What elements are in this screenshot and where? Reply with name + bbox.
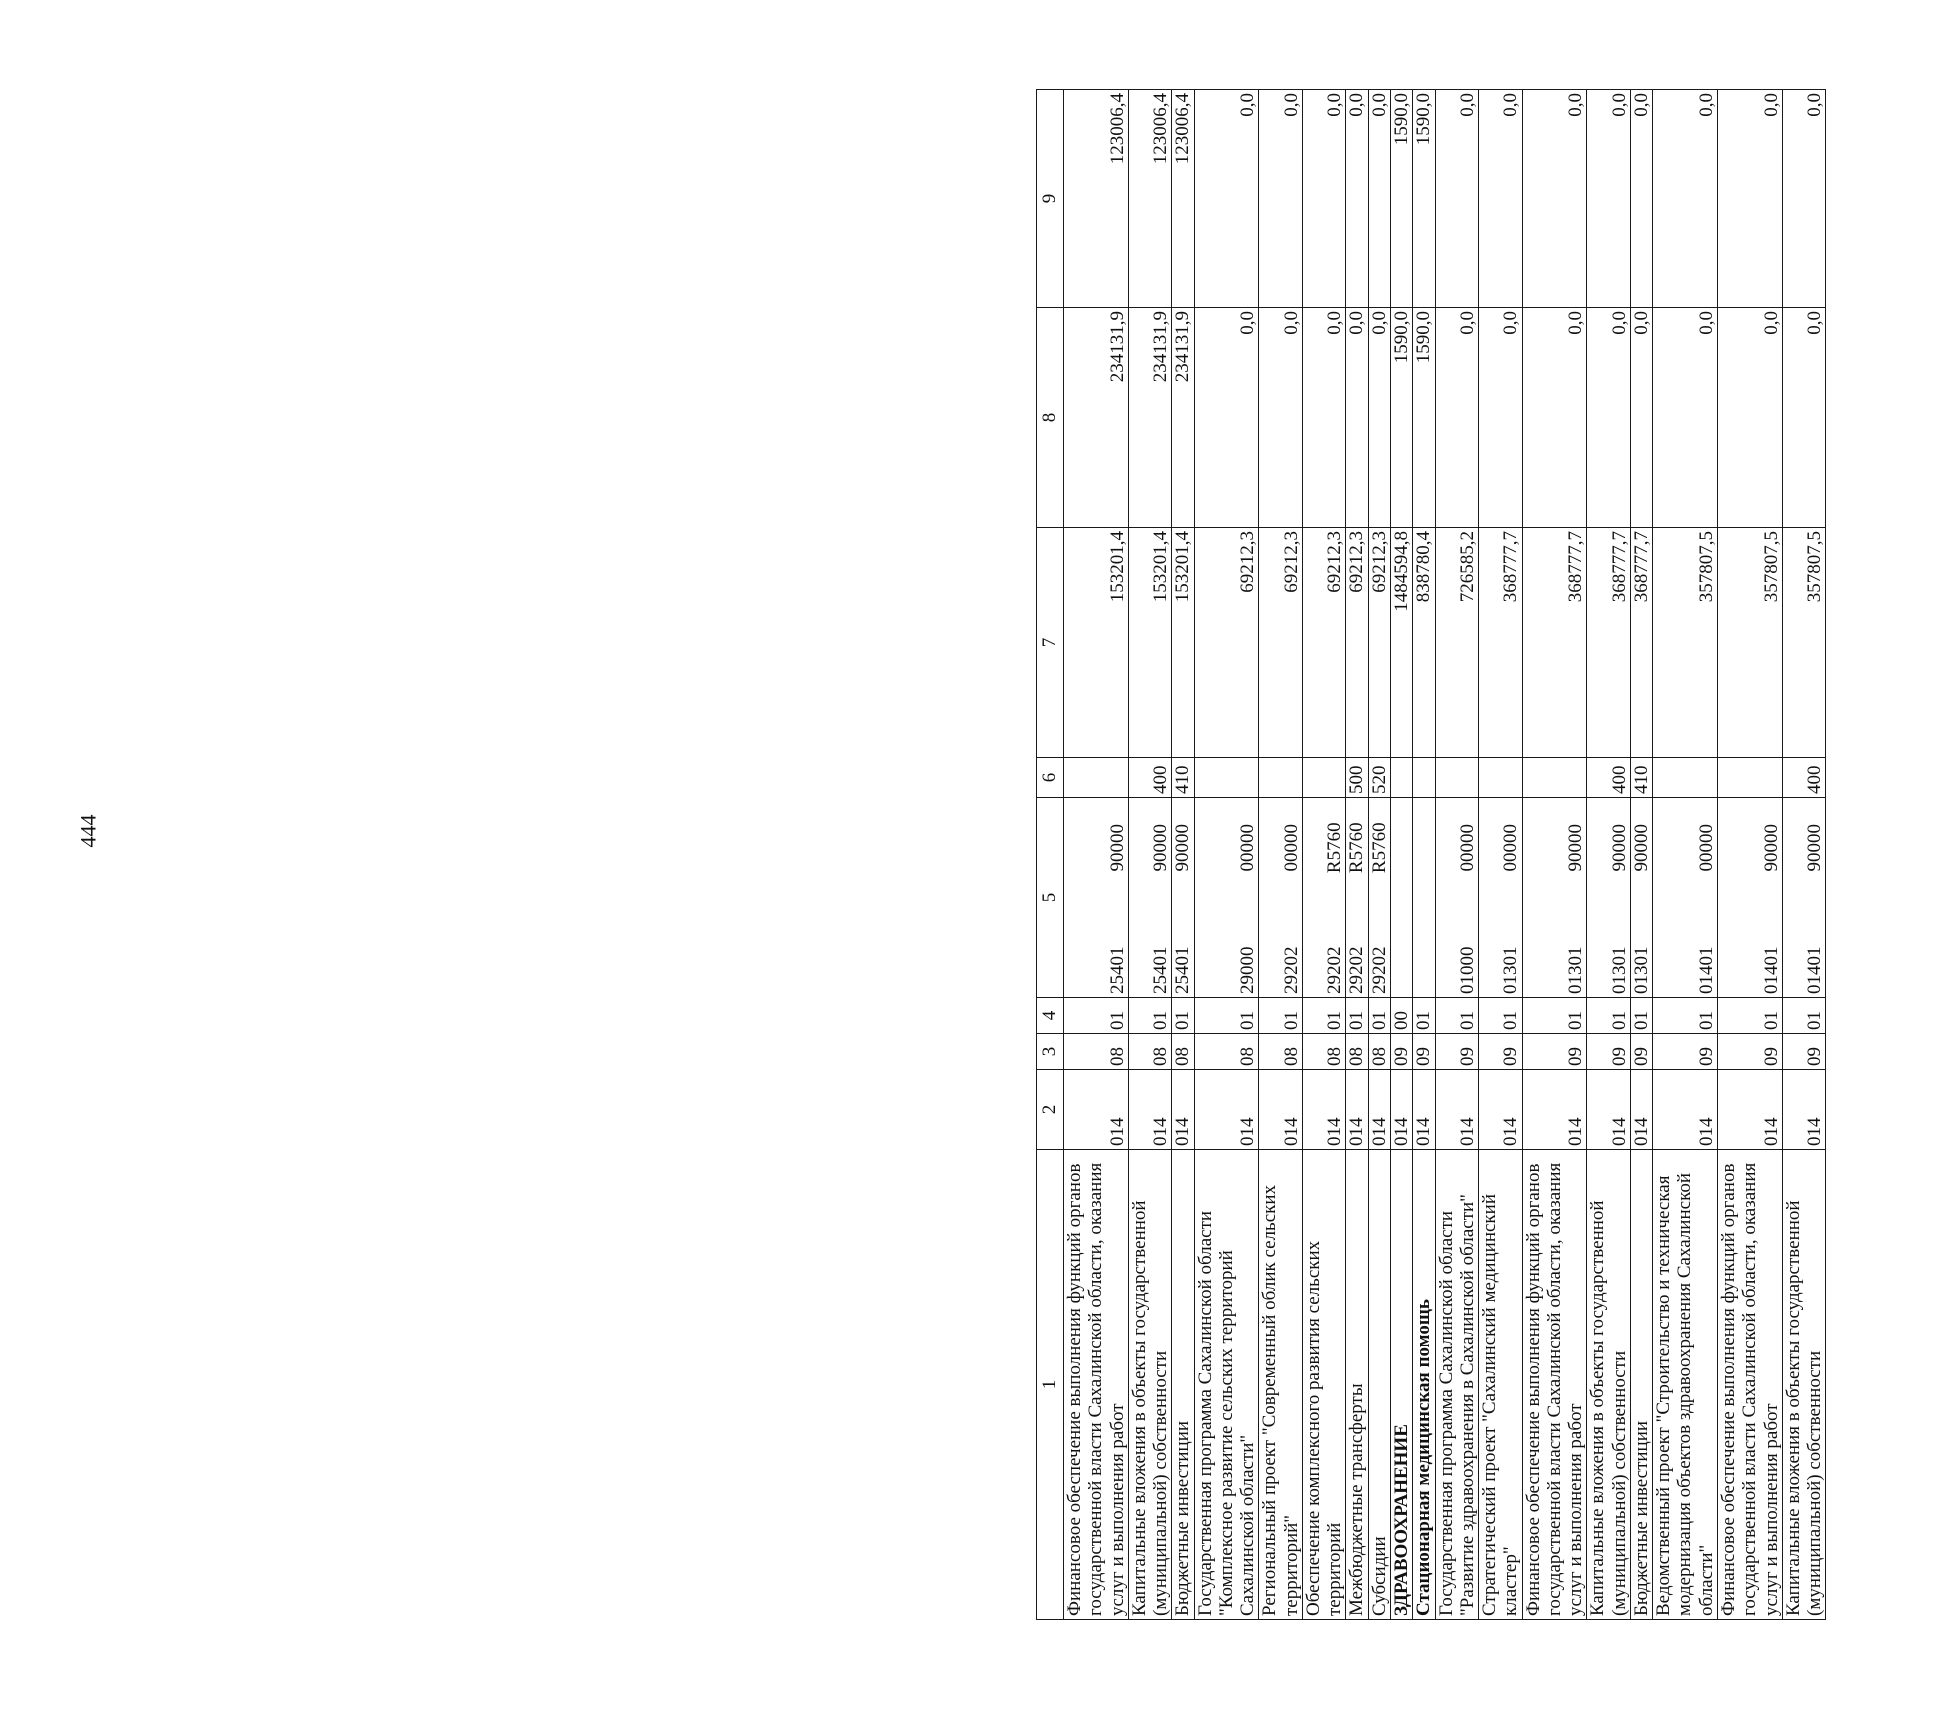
amount-year2-cell: 234131,9 (1172, 308, 1194, 528)
admin-code-cell: 014 (1302, 1070, 1346, 1150)
expense-type-cell: 400 (1128, 758, 1172, 798)
amount-year1-cell: 357807,5 (1653, 528, 1718, 758)
row-name-cell: Региональный проект "Современный облик сельских территорий" (1259, 1150, 1303, 1620)
amount-year1-cell: 69212,3 (1368, 528, 1390, 758)
target-code-cell (1128, 798, 1172, 998)
subsection-code-cell: 01 (1172, 998, 1194, 1034)
header-row (1037, 90, 1064, 1620)
amount-year3-cell: 0,0 (1194, 90, 1259, 308)
amount-year3-cell: 1590,0 (1413, 90, 1435, 308)
program-code: 01401 (1760, 946, 1782, 994)
admin-code-cell: 014 (1368, 1070, 1390, 1150)
direction-code: 90000 (1608, 824, 1630, 872)
amount-year1-cell: 69212,3 (1194, 528, 1259, 758)
amount-year2-cell: 234131,9 (1064, 308, 1129, 528)
table-row (1413, 90, 1435, 1620)
target-code-cell (1782, 798, 1826, 998)
expense-type-cell (1522, 758, 1587, 798)
program-code: 01000 (1456, 946, 1478, 994)
program-code: 01301 (1630, 946, 1652, 994)
subsection-code-cell: 01 (1368, 998, 1390, 1034)
admin-code-cell: 014 (1435, 1070, 1479, 1150)
program-code: 29202 (1324, 946, 1346, 994)
amount-year3-cell: 0,0 (1368, 90, 1390, 308)
admin-code-cell: 014 (1717, 1070, 1782, 1150)
program-code: 29202 (1368, 946, 1390, 994)
admin-code-cell: 014 (1630, 1070, 1652, 1150)
expense-type-cell (1302, 758, 1346, 798)
subsection-code-cell: 01 (1259, 998, 1303, 1034)
amount-year2-cell: 0,0 (1587, 308, 1631, 528)
page-number: 444 (75, 814, 101, 848)
amount-year3-cell: 0,0 (1653, 90, 1718, 308)
amount-year2-cell: 0,0 (1782, 308, 1826, 528)
amount-year2-cell: 234131,9 (1128, 308, 1172, 528)
amount-year1-cell: 153201,4 (1128, 528, 1172, 758)
amount-year1-cell: 69212,3 (1346, 528, 1368, 758)
amount-year1-cell: 357807,5 (1717, 528, 1782, 758)
section-code-cell: 09 (1630, 1034, 1652, 1070)
expense-type-cell: 500 (1346, 758, 1368, 798)
target-code-cell (1346, 798, 1368, 998)
rotated-table-container (1036, 90, 1946, 1620)
program-code: 25401 (1150, 946, 1172, 994)
target-code-cell (1717, 798, 1782, 998)
col-header: 7 (1037, 528, 1064, 758)
admin-code-cell: 014 (1587, 1070, 1631, 1150)
target-code-cell (1172, 798, 1194, 998)
table-row (1194, 90, 1259, 1620)
col-header: 9 (1037, 90, 1064, 308)
section-code-cell: 09 (1587, 1034, 1631, 1070)
target-code-cell (1413, 798, 1435, 998)
subsection-code-cell: 01 (1064, 998, 1129, 1034)
row-name-cell: Ведомственный проект "Строительство и техническая модернизация объектов здравоохранения Сахалинской области" (1653, 1150, 1718, 1620)
target-code-cell (1653, 798, 1718, 998)
amount-year2-cell: 0,0 (1522, 308, 1587, 528)
direction-code: 00000 (1280, 824, 1302, 872)
section-code-cell: 09 (1782, 1034, 1826, 1070)
amount-year2-cell: 1590,0 (1413, 308, 1435, 528)
row-name-cell: Капитальные вложения в объекты государственной (муниципальной) собственности (1782, 1150, 1826, 1620)
col-header: 2 (1037, 1070, 1064, 1150)
table-row (1390, 90, 1412, 1620)
expense-type-cell (1064, 758, 1129, 798)
expense-type-cell: 520 (1368, 758, 1390, 798)
subsection-code-cell: 01 (1587, 998, 1631, 1034)
row-name-cell: Стационарная медицинская помощь (1413, 1150, 1435, 1620)
amount-year1-cell: 69212,3 (1302, 528, 1346, 758)
row-name-cell: Финансовое обеспечение выполнения функций органов государственной власти Сахалинской области, оказания услуг и выполнения работ (1064, 1150, 1129, 1620)
col-header: 8 (1037, 308, 1064, 528)
section-code-cell: 08 (1194, 1034, 1259, 1070)
direction-code: 90000 (1106, 824, 1128, 872)
expense-type-cell (1390, 758, 1412, 798)
subsection-code-cell: 00 (1390, 998, 1412, 1034)
subsection-code-cell: 01 (1630, 998, 1652, 1034)
admin-code-cell: 014 (1479, 1070, 1523, 1150)
target-code-cell (1064, 798, 1129, 998)
admin-code-cell: 014 (1259, 1070, 1303, 1150)
target-code-cell (1390, 798, 1412, 998)
subsection-code-cell: 01 (1346, 998, 1368, 1034)
direction-code: 90000 (1804, 824, 1826, 872)
amount-year1-cell: 69212,3 (1259, 528, 1303, 758)
direction-code: 90000 (1630, 824, 1652, 872)
amount-year3-cell: 0,0 (1259, 90, 1303, 308)
amount-year2-cell: 0,0 (1653, 308, 1718, 528)
subsection-code-cell: 01 (1782, 998, 1826, 1034)
amount-year3-cell: 123006,4 (1172, 90, 1194, 308)
program-code: 25401 (1106, 946, 1128, 994)
col-header: 5 (1037, 798, 1064, 998)
row-name-cell: ЗДРАВООХРАНЕНИЕ (1390, 1150, 1412, 1620)
amount-year3-cell: 123006,4 (1064, 90, 1129, 308)
subsection-code-cell: 01 (1479, 998, 1523, 1034)
program-code: 29000 (1237, 946, 1259, 994)
amount-year1-cell: 1484594,8 (1390, 528, 1412, 758)
direction-code: 90000 (1150, 824, 1172, 872)
expense-type-cell (1653, 758, 1718, 798)
target-code-cell (1194, 798, 1259, 998)
expense-type-cell (1413, 758, 1435, 798)
row-name-cell: Стратегический проект "Сахалинский медицинский кластер" (1479, 1150, 1523, 1620)
row-name-cell: Государственная программа Сахалинской области "Комплексное развитие сельских территорий Сахалинской области" (1194, 1150, 1259, 1620)
section-code-cell: 08 (1368, 1034, 1390, 1070)
amount-year3-cell: 0,0 (1717, 90, 1782, 308)
expense-type-cell (1479, 758, 1523, 798)
amount-year1-cell: 357807,5 (1782, 528, 1826, 758)
subsection-code-cell: 01 (1128, 998, 1172, 1034)
section-code-cell: 09 (1653, 1034, 1718, 1070)
section-code-cell: 09 (1413, 1034, 1435, 1070)
amount-year3-cell: 1590,0 (1390, 90, 1412, 308)
expense-type-cell: 410 (1630, 758, 1652, 798)
col-header: 3 (1037, 1034, 1064, 1070)
admin-code-cell: 014 (1172, 1070, 1194, 1150)
table-row (1717, 90, 1782, 1620)
amount-year2-cell: 0,0 (1717, 308, 1782, 528)
expense-type-cell: 400 (1782, 758, 1826, 798)
expense-type-cell: 400 (1587, 758, 1631, 798)
direction-code: 90000 (1172, 824, 1194, 872)
col-header: 4 (1037, 998, 1064, 1034)
budget-table (1036, 89, 1826, 1620)
amount-year1-cell: 153201,4 (1172, 528, 1194, 758)
amount-year3-cell: 0,0 (1435, 90, 1479, 308)
amount-year1-cell: 726585,2 (1435, 528, 1479, 758)
direction-code: R5760 (1346, 822, 1368, 874)
amount-year1-cell: 838780,4 (1413, 528, 1435, 758)
expense-type-cell (1259, 758, 1303, 798)
amount-year2-cell: 0,0 (1479, 308, 1523, 528)
program-code: 29202 (1280, 946, 1302, 994)
section-code-cell: 08 (1064, 1034, 1129, 1070)
direction-code: 90000 (1760, 824, 1782, 872)
table-row (1064, 90, 1129, 1620)
col-header: 6 (1037, 758, 1064, 798)
table-row (1368, 90, 1390, 1620)
amount-year2-cell: 0,0 (1368, 308, 1390, 528)
amount-year2-cell: 1590,0 (1390, 308, 1412, 528)
section-code-cell: 09 (1390, 1034, 1412, 1070)
admin-code-cell: 014 (1413, 1070, 1435, 1150)
target-code-cell (1302, 798, 1346, 998)
row-name-cell: Капитальные вложения в объекты государственной (муниципальной) собственности (1587, 1150, 1631, 1620)
direction-code: 00000 (1456, 824, 1478, 872)
table-row (1435, 90, 1479, 1620)
direction-code: 00000 (1695, 824, 1717, 872)
section-code-cell: 08 (1172, 1034, 1194, 1070)
target-code-cell (1368, 798, 1390, 998)
amount-year3-cell: 0,0 (1630, 90, 1652, 308)
program-code: 01301 (1565, 946, 1587, 994)
program-code: 29202 (1346, 946, 1368, 994)
admin-code-cell: 014 (1194, 1070, 1259, 1150)
section-code-cell: 08 (1302, 1034, 1346, 1070)
subsection-code-cell: 01 (1302, 998, 1346, 1034)
section-code-cell: 08 (1259, 1034, 1303, 1070)
amount-year2-cell: 0,0 (1346, 308, 1368, 528)
direction-code: 00000 (1500, 824, 1522, 872)
row-name-cell: Обеспечение комплексного развития сельских территорий (1302, 1150, 1346, 1620)
row-name-cell: Бюджетные инвестиции (1172, 1150, 1194, 1620)
admin-code-cell: 014 (1128, 1070, 1172, 1150)
row-name-cell: Финансовое обеспечение выполнения функций органов государственной власти Сахалинской области, оказания услуг и выполнения работ (1717, 1150, 1782, 1620)
amount-year3-cell: 123006,4 (1128, 90, 1172, 308)
target-code-cell (1630, 798, 1652, 998)
program-code: 25401 (1172, 946, 1194, 994)
table-row (1630, 90, 1652, 1620)
amount-year3-cell: 0,0 (1782, 90, 1826, 308)
section-code-cell: 09 (1435, 1034, 1479, 1070)
row-name-cell: Капитальные вложения в объекты государственной (муниципальной) собственности (1128, 1150, 1172, 1620)
table-row (1522, 90, 1587, 1620)
subsection-code-cell: 01 (1194, 998, 1259, 1034)
program-code: 01301 (1500, 946, 1522, 994)
subsection-code-cell: 01 (1717, 998, 1782, 1034)
table-row (1782, 90, 1826, 1620)
program-code: 01401 (1804, 946, 1826, 994)
amount-year2-cell: 0,0 (1194, 308, 1259, 528)
direction-code: R5760 (1368, 822, 1390, 874)
admin-code-cell: 014 (1653, 1070, 1718, 1150)
amount-year2-cell: 0,0 (1302, 308, 1346, 528)
table-row (1259, 90, 1303, 1620)
target-code-cell (1587, 798, 1631, 998)
admin-code-cell: 014 (1064, 1070, 1129, 1150)
target-code-cell (1259, 798, 1303, 998)
admin-code-cell: 014 (1390, 1070, 1412, 1150)
amount-year3-cell: 0,0 (1522, 90, 1587, 308)
amount-year2-cell: 0,0 (1630, 308, 1652, 528)
expense-type-cell (1194, 758, 1259, 798)
row-name-cell: Государственная программа Сахалинской области "Развитие здравоохранения в Сахалинской области" (1435, 1150, 1479, 1620)
subsection-code-cell: 01 (1413, 998, 1435, 1034)
table-row (1346, 90, 1368, 1620)
program-code: 01301 (1608, 946, 1630, 994)
direction-code: 00000 (1237, 824, 1259, 872)
amount-year3-cell: 0,0 (1346, 90, 1368, 308)
row-name-cell: Межбюджетные трансферты (1346, 1150, 1368, 1620)
row-name-cell: Бюджетные инвестиции (1630, 1150, 1652, 1620)
amount-year1-cell: 368777,7 (1630, 528, 1652, 758)
target-code-cell (1479, 798, 1523, 998)
row-name-cell: Финансовое обеспечение выполнения функций органов государственной власти Сахалинской области, оказания услуг и выполнения работ (1522, 1150, 1587, 1620)
section-code-cell: 09 (1717, 1034, 1782, 1070)
table-row (1128, 90, 1172, 1620)
direction-code: 90000 (1565, 824, 1587, 872)
subsection-code-cell: 01 (1435, 998, 1479, 1034)
section-code-cell: 08 (1346, 1034, 1368, 1070)
table-body (1064, 90, 1826, 1620)
admin-code-cell: 014 (1346, 1070, 1368, 1150)
amount-year3-cell: 0,0 (1587, 90, 1631, 308)
table-row (1302, 90, 1346, 1620)
amount-year3-cell: 0,0 (1302, 90, 1346, 308)
table-row (1479, 90, 1523, 1620)
direction-code: R5760 (1324, 822, 1346, 874)
section-code-cell: 09 (1479, 1034, 1523, 1070)
expense-type-cell: 410 (1172, 758, 1194, 798)
subsection-code-cell: 01 (1653, 998, 1718, 1034)
target-code-cell (1522, 798, 1587, 998)
admin-code-cell: 014 (1782, 1070, 1826, 1150)
col-header: 1 (1037, 1150, 1064, 1620)
table-row (1587, 90, 1631, 1620)
amount-year2-cell: 0,0 (1435, 308, 1479, 528)
amount-year1-cell: 368777,7 (1587, 528, 1631, 758)
admin-code-cell: 014 (1522, 1070, 1587, 1150)
target-code-cell (1435, 798, 1479, 998)
amount-year3-cell: 0,0 (1479, 90, 1523, 308)
expense-type-cell (1717, 758, 1782, 798)
subsection-code-cell: 01 (1522, 998, 1587, 1034)
table-row (1172, 90, 1194, 1620)
amount-year1-cell: 368777,7 (1522, 528, 1587, 758)
row-name-cell: Субсидии (1368, 1150, 1390, 1620)
amount-year2-cell: 0,0 (1259, 308, 1303, 528)
program-code: 01401 (1695, 946, 1717, 994)
expense-type-cell (1435, 758, 1479, 798)
section-code-cell: 09 (1522, 1034, 1587, 1070)
section-code-cell: 08 (1128, 1034, 1172, 1070)
amount-year1-cell: 368777,7 (1479, 528, 1523, 758)
amount-year1-cell: 153201,4 (1064, 528, 1129, 758)
table-row (1653, 90, 1718, 1620)
